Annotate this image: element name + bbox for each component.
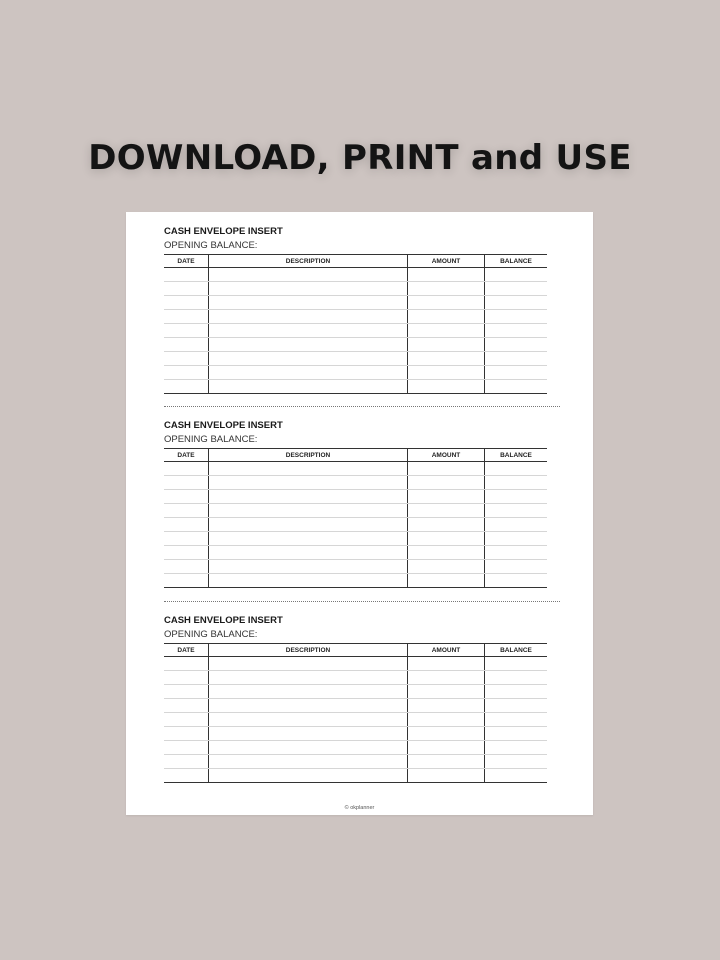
ledger-cell — [164, 518, 209, 532]
footer-credit: © okplanner — [344, 805, 375, 811]
ledger-cell — [485, 310, 548, 324]
ledger-cell — [209, 657, 408, 671]
column-header-amount: AMOUNT — [408, 449, 485, 462]
ledger-cell — [408, 755, 485, 769]
ledger-cell — [485, 476, 548, 490]
ledger-cell — [209, 532, 408, 546]
ledger-cell — [408, 671, 485, 685]
ledger-cell — [164, 268, 209, 282]
ledger-cell — [485, 324, 548, 338]
opening-balance-label: OPENING BALANCE: — [164, 434, 258, 445]
ledger-row — [164, 769, 547, 783]
ledger-row — [164, 268, 547, 282]
cut-line — [164, 601, 560, 602]
ledger-cell — [408, 338, 485, 352]
ledger-cell — [408, 657, 485, 671]
ledger-cell — [485, 727, 548, 741]
ledger-cell — [164, 657, 209, 671]
ledger-cell — [408, 546, 485, 560]
ledger-cell — [485, 282, 548, 296]
ledger-row — [164, 462, 547, 476]
ledger-row — [164, 310, 547, 324]
ledger-row — [164, 546, 547, 560]
ledger-cell — [164, 769, 209, 783]
ledger-cell — [485, 518, 548, 532]
ledger-cell — [209, 490, 408, 504]
ledger-cell — [164, 671, 209, 685]
ledger-cell — [209, 671, 408, 685]
ledger-cell — [209, 310, 408, 324]
ledger-table — [164, 643, 547, 783]
ledger-cell — [209, 546, 408, 560]
ledger-cell — [209, 769, 408, 783]
ledger-row — [164, 727, 547, 741]
ledger-cell — [408, 699, 485, 713]
column-header-description: DESCRIPTION — [209, 449, 408, 462]
ledger-cell — [485, 268, 548, 282]
ledger-row — [164, 366, 547, 380]
ledger-cell — [164, 546, 209, 560]
ledger-cell — [408, 268, 485, 282]
ledger-cell — [408, 462, 485, 476]
ledger-cell — [209, 324, 408, 338]
ledger-cell — [209, 574, 408, 588]
ledger-cell — [485, 713, 548, 727]
ledger-cell — [164, 476, 209, 490]
ledger-cell — [485, 657, 548, 671]
ledger-cell — [164, 532, 209, 546]
ledger-row — [164, 338, 547, 352]
cash-envelope-insert — [164, 420, 544, 588]
ledger-row — [164, 574, 547, 588]
ledger-row — [164, 380, 547, 394]
ledger-row — [164, 476, 547, 490]
ledger-cell — [408, 366, 485, 380]
ledger-rows — [164, 462, 547, 588]
ledger-cell — [164, 713, 209, 727]
ledger-cell — [485, 769, 548, 783]
ledger-row — [164, 518, 547, 532]
column-header-date: DATE — [164, 449, 209, 462]
ledger-cell — [164, 324, 209, 338]
ledger-header-row — [164, 255, 547, 268]
ledger-row — [164, 685, 547, 699]
ledger-cell — [164, 755, 209, 769]
ledger-cell — [485, 671, 548, 685]
ledger-cell — [164, 462, 209, 476]
column-header-balance: BALANCE — [485, 449, 548, 462]
ledger-cell — [408, 380, 485, 394]
ledger-cell — [164, 741, 209, 755]
ledger-cell — [485, 546, 548, 560]
ledger-cell — [408, 532, 485, 546]
ledger-cell — [209, 296, 408, 310]
ledger-cell — [485, 532, 548, 546]
ledger-cell — [408, 727, 485, 741]
ledger-cell — [164, 727, 209, 741]
column-header-amount: AMOUNT — [408, 644, 485, 657]
cash-envelope-insert — [164, 226, 544, 394]
ledger-cell — [485, 560, 548, 574]
column-header-balance: BALANCE — [485, 255, 548, 268]
cut-line — [164, 406, 560, 407]
ledger-cell — [209, 755, 408, 769]
ledger-cell — [209, 713, 408, 727]
ledger-cell — [164, 296, 209, 310]
ledger-cell — [485, 504, 548, 518]
ledger-header-row — [164, 449, 547, 462]
ledger-cell — [485, 296, 548, 310]
ledger-cell — [209, 366, 408, 380]
ledger-cell — [485, 574, 548, 588]
ledger-row — [164, 699, 547, 713]
ledger-cell — [485, 741, 548, 755]
ledger-cell — [164, 310, 209, 324]
ledger-cell — [209, 462, 408, 476]
ledger-cell — [209, 699, 408, 713]
ledger-cell — [408, 560, 485, 574]
ledger-cell — [209, 504, 408, 518]
ledger-cell — [209, 338, 408, 352]
ledger-cell — [485, 490, 548, 504]
ledger-cell — [485, 338, 548, 352]
ledger-cell — [209, 741, 408, 755]
column-header-balance: BALANCE — [485, 644, 548, 657]
ledger-row — [164, 713, 547, 727]
column-header-date: DATE — [164, 644, 209, 657]
ledger-cell — [209, 268, 408, 282]
ledger-row — [164, 352, 547, 366]
ledger-row — [164, 532, 547, 546]
column-header-amount: AMOUNT — [408, 255, 485, 268]
ledger-row — [164, 671, 547, 685]
ledger-cell — [408, 282, 485, 296]
ledger-cell — [164, 338, 209, 352]
opening-balance-label: OPENING BALANCE: — [164, 240, 258, 251]
ledger-cell — [164, 699, 209, 713]
ledger-cell — [485, 462, 548, 476]
ledger-cell — [485, 755, 548, 769]
ledger-table — [164, 254, 547, 394]
ledger-cell — [164, 685, 209, 699]
headline: DOWNLOAD, PRINT and USE — [88, 138, 632, 178]
ledger-cell — [209, 518, 408, 532]
ledger-row — [164, 282, 547, 296]
ledger-row — [164, 755, 547, 769]
ledger-cell — [209, 352, 408, 366]
printable-sheet — [126, 212, 593, 815]
insert-title: CASH ENVELOPE INSERT — [164, 226, 283, 237]
column-header-description: DESCRIPTION — [209, 255, 408, 268]
ledger-rows — [164, 657, 547, 783]
ledger-cell — [408, 518, 485, 532]
ledger-cell — [209, 685, 408, 699]
ledger-cell — [408, 310, 485, 324]
column-header-date: DATE — [164, 255, 209, 268]
ledger-cell — [408, 769, 485, 783]
ledger-cell — [408, 490, 485, 504]
ledger-cell — [408, 324, 485, 338]
ledger-row — [164, 490, 547, 504]
ledger-cell — [164, 366, 209, 380]
column-header-description: DESCRIPTION — [209, 644, 408, 657]
opening-balance-label: OPENING BALANCE: — [164, 629, 258, 640]
ledger-cell — [408, 713, 485, 727]
ledger-cell — [164, 560, 209, 574]
ledger-cell — [209, 282, 408, 296]
ledger-cell — [209, 476, 408, 490]
ledger-cell — [485, 699, 548, 713]
ledger-row — [164, 504, 547, 518]
ledger-row — [164, 324, 547, 338]
ledger-cell — [408, 504, 485, 518]
ledger-row — [164, 296, 547, 310]
ledger-cell — [408, 476, 485, 490]
ledger-rows — [164, 268, 547, 394]
ledger-cell — [408, 296, 485, 310]
ledger-cell — [209, 560, 408, 574]
ledger-cell — [485, 352, 548, 366]
ledger-cell — [485, 366, 548, 380]
ledger-cell — [164, 490, 209, 504]
ledger-row — [164, 560, 547, 574]
ledger-cell — [164, 282, 209, 296]
insert-title: CASH ENVELOPE INSERT — [164, 615, 283, 626]
ledger-row — [164, 657, 547, 671]
ledger-header-row — [164, 644, 547, 657]
ledger-cell — [164, 352, 209, 366]
ledger-row — [164, 741, 547, 755]
cash-envelope-insert — [164, 615, 544, 783]
ledger-table — [164, 448, 547, 588]
ledger-cell — [408, 685, 485, 699]
ledger-cell — [485, 685, 548, 699]
insert-title: CASH ENVELOPE INSERT — [164, 420, 283, 431]
ledger-cell — [408, 574, 485, 588]
ledger-cell — [164, 574, 209, 588]
ledger-cell — [408, 352, 485, 366]
ledger-cell — [408, 741, 485, 755]
ledger-cell — [485, 380, 548, 394]
ledger-cell — [209, 380, 408, 394]
ledger-cell — [164, 504, 209, 518]
ledger-cell — [164, 380, 209, 394]
ledger-cell — [209, 727, 408, 741]
